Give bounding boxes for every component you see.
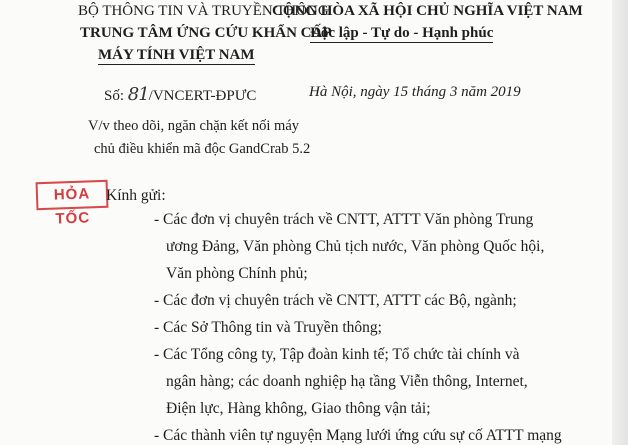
place-date: Hà Nội, ngày 15 tháng 3 năm 2019: [309, 84, 521, 100]
recipient-3-line1: - Các Sở Thông tin và Truyền thông;: [154, 319, 382, 336]
ministry-name: BỘ THÔNG TIN VÀ TRUYỀN THÔNG: [78, 3, 329, 19]
document-number-label: Số:: [104, 88, 125, 104]
subject-line1: V/v theo dõi, ngăn chặn kết nối máy: [88, 118, 300, 134]
recipient-4-line3: Điện lực, Hàng không, Giao thông vận tải;: [166, 400, 431, 417]
document-number: [104, 84, 256, 105]
subject-line2: chủ điều khiển mã độc GandCrab 5.2: [94, 141, 311, 157]
recipient-4-line2: ngân hàng; các doanh nghiệp hạ tầng Viễn thông, Internet,: [166, 373, 528, 390]
document-number-value: 81: [127, 84, 149, 105]
recipient-4-line1: - Các Tổng công ty, Tập đoàn kinh tế; Tổ chức tài chính và: [154, 346, 520, 363]
urgent-stamp: HỎA TỐC: [36, 180, 109, 210]
recipient-1-line1: - Các đơn vị chuyên trách về CNTT, ATTT Văn phòng Trung: [154, 211, 534, 228]
center-name-line1: TRUNG TÂM ỨNG CỨU KHẨN CẤP: [80, 25, 332, 41]
recipient-2-line1: - Các đơn vị chuyên trách về CNTT, ATTT các Bộ, ngành;: [154, 292, 517, 309]
document-number-suffix: /VNCERT-ĐPƯC: [148, 88, 257, 104]
national-motto: [310, 25, 493, 42]
center-name-line2-text: MÁY TÍNH VIỆT NAM: [98, 47, 255, 63]
page-edge: [612, 0, 628, 445]
recipient-1-line2: ương Đảng, Văn phòng Chủ tịch nước, Văn phòng Quốc hội,: [166, 238, 545, 255]
center-name-line2: [98, 47, 255, 64]
greeting: Kính gửi:: [106, 187, 166, 204]
recipient-5-line1: - Các thành viên tự nguyện Mạng lưới ứng cứu sự cố ATTT mạng: [154, 427, 562, 444]
republic-name: CỘNG HÒA XÃ HỘI CHỦ NGHĨA VIỆT NAM: [272, 3, 583, 19]
national-motto-text: Độc lập - Tự do - Hạnh phúc: [310, 25, 494, 41]
recipient-1-line3: Văn phòng Chính phủ;: [166, 265, 308, 282]
